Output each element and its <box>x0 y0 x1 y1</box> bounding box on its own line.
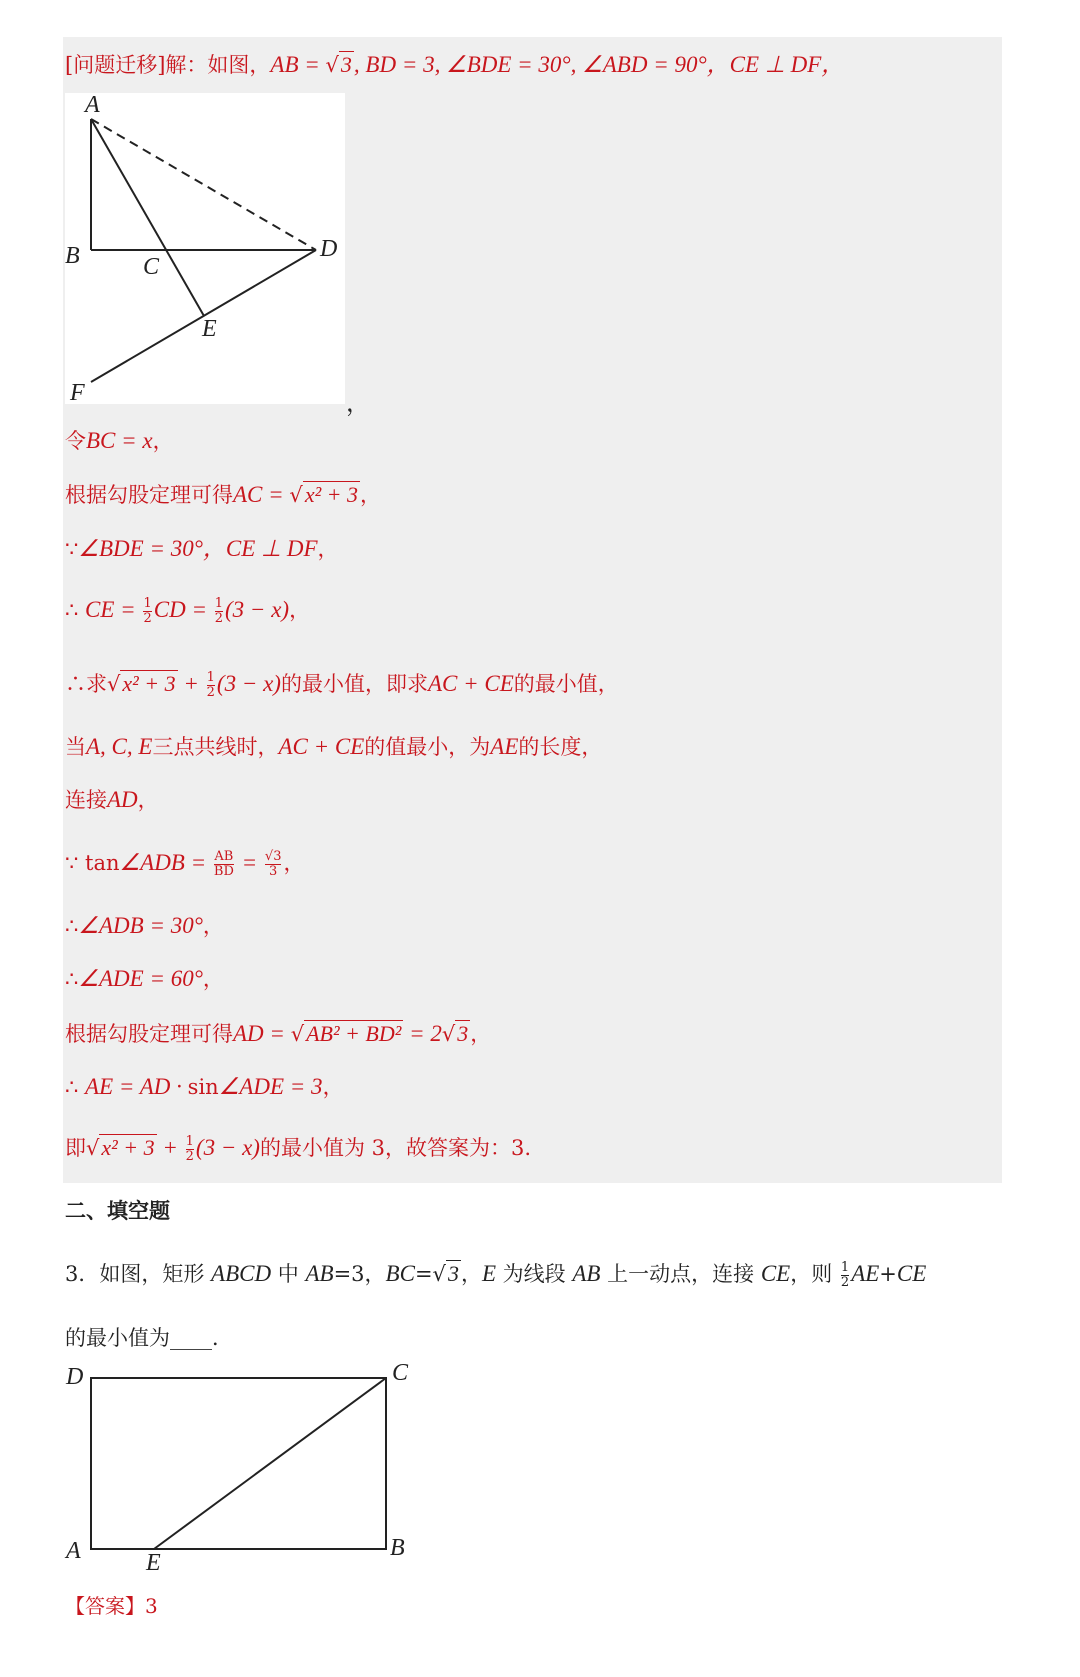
radicand: x² + 3 <box>101 1135 155 1160</box>
solution-line <box>65 426 174 456</box>
text: ∴ <box>65 967 79 991</box>
label-e: E <box>202 316 217 342</box>
denominator: BD <box>213 864 234 879</box>
solution-line <box>65 785 159 815</box>
numerator: 1 <box>214 596 224 611</box>
denominator: 2 <box>840 1275 850 1290</box>
question-line-2 <box>65 1323 233 1353</box>
numerator: AB <box>214 849 234 864</box>
denominator: 2 <box>185 1149 194 1164</box>
math-text: CE <box>760 1261 791 1286</box>
solution-line <box>65 50 844 80</box>
text: [问题迁移]解：如图， <box>65 53 271 77</box>
math-text: AB <box>572 1261 601 1286</box>
text: ， <box>137 788 159 812</box>
text: 中 <box>271 1262 306 1286</box>
text: ∴ <box>65 598 86 622</box>
radicand: x² + 3 <box>304 482 359 507</box>
radicand: 3 <box>340 52 352 77</box>
rectangle-abcd <box>91 1378 386 1549</box>
text: 连接 <box>65 788 107 812</box>
text: ∴求 <box>65 672 107 696</box>
math-text: = <box>235 850 263 875</box>
numerator: 1 <box>143 596 152 611</box>
text: sin <box>187 1075 219 1099</box>
fraction <box>215 597 223 626</box>
text: 上一动点，连接 <box>600 1262 761 1286</box>
rect-label-e: E <box>146 1550 161 1576</box>
fraction <box>265 850 282 879</box>
sqrt-sign: √ <box>107 672 121 696</box>
math-text: (3 − x) <box>225 597 290 622</box>
math-text: (3 − x) <box>195 1135 260 1160</box>
answer-label: 【答案】 <box>65 1594 145 1618</box>
segment-ce <box>154 1378 386 1549</box>
math-text: AB = <box>270 52 326 77</box>
text: ∴ <box>65 1075 86 1099</box>
text: ， <box>317 537 339 561</box>
math-text: CE = <box>85 597 142 622</box>
label-c: C <box>143 254 160 280</box>
text: ，则 <box>790 1262 839 1286</box>
numerator: 1 <box>206 670 215 685</box>
section-heading: 二、填空题 <box>65 1198 170 1223</box>
solution-line <box>65 1072 344 1102</box>
rectangle-figure <box>91 1378 386 1549</box>
numerator: 1 <box>840 1260 850 1275</box>
math-text: + <box>177 671 205 696</box>
text: 即 <box>65 1136 86 1160</box>
text: 为线段 <box>496 1262 573 1286</box>
math-text: AE <box>490 734 519 759</box>
denominator: 2 <box>143 611 152 626</box>
sqrt-sign: √ <box>289 483 303 507</box>
math-text: AC = <box>233 482 290 507</box>
solution-line <box>65 911 224 941</box>
answer-value: 3 <box>145 1594 158 1618</box>
text: 的最小值为 3，故答案为：3. <box>259 1136 532 1160</box>
text: ， <box>202 967 224 991</box>
rect-label-b: B <box>390 1535 405 1561</box>
solution-line <box>65 1019 491 1049</box>
label-f: F <box>70 380 85 406</box>
answer <box>65 1591 158 1621</box>
radicand: 3 <box>447 1261 459 1286</box>
text: ， <box>152 429 174 453</box>
math-text: BC <box>385 1261 415 1286</box>
rect-label-d: D <box>66 1364 84 1390</box>
text: 根据勾股定理可得 <box>65 1022 233 1046</box>
math-text: ∠ADB = <box>119 850 212 875</box>
text: =3， <box>333 1262 386 1286</box>
math-text: , BD = 3, ∠BDE = 30°, ∠ABD = 90°，CE ⊥ DF， <box>353 52 845 77</box>
text: 令 <box>65 429 86 453</box>
denominator: 2 <box>206 685 215 700</box>
fraction <box>841 1261 849 1290</box>
math-text: AC + CE <box>427 671 514 696</box>
text: ， <box>283 851 305 875</box>
solution-line <box>65 1133 531 1164</box>
sqrt-sign: √ <box>432 1262 446 1286</box>
radicand: x² + 3 <box>122 671 176 696</box>
text: 的长度， <box>518 735 603 759</box>
math-text: AE <box>851 1261 880 1286</box>
math-text: E <box>481 1261 496 1286</box>
fraction <box>186 1135 194 1164</box>
math-text: BC = x <box>86 428 153 453</box>
sqrt-sign: √ <box>325 53 339 77</box>
solution-line <box>65 732 602 762</box>
numerator: 1 <box>185 1134 194 1149</box>
text: 三点共线时， <box>152 735 279 759</box>
solution-line <box>65 669 619 700</box>
text: 的最小值， <box>513 672 619 696</box>
text: 的最小值为____． <box>65 1326 233 1350</box>
label-d: D <box>320 236 338 262</box>
math-text: AB <box>305 1261 334 1286</box>
text: 3．如图，矩形 <box>65 1262 212 1286</box>
text: 的最小值，即求 <box>280 672 428 696</box>
math-text: (3 − x) <box>216 671 281 696</box>
question-line-1 <box>65 1259 926 1290</box>
radicand: AB² + BD² <box>306 1021 402 1046</box>
text: ， <box>470 1022 492 1046</box>
math-text: ∠ADB = 30° <box>78 913 203 938</box>
solution-line <box>65 848 304 879</box>
math-text: = 2 <box>403 1021 442 1046</box>
math-text: ABCD <box>211 1261 272 1286</box>
math-text: AE = AD · <box>85 1074 188 1099</box>
text: 当 <box>65 735 86 759</box>
math-text: ∠ADE = 3 <box>218 1074 323 1099</box>
math-text: ∠BDE = 30°，CE ⊥ DF <box>78 536 318 561</box>
radicand: 3 <box>457 1021 469 1046</box>
denominator: 2 <box>214 611 224 626</box>
fraction <box>214 850 234 879</box>
text: 根据勾股定理可得 <box>65 483 233 507</box>
text: ， <box>289 598 311 622</box>
sqrt-sign: √ <box>86 1136 100 1160</box>
rect-label-c: C <box>392 1360 409 1386</box>
rect-label-a: A <box>66 1538 81 1564</box>
text: = <box>414 1262 433 1286</box>
label-b: B <box>65 243 80 269</box>
solution-line <box>65 480 381 510</box>
text: ， <box>360 483 382 507</box>
sqrt-sign: √ <box>441 1022 456 1046</box>
text: ∵ tan <box>65 851 120 875</box>
sqrt-sign: √ <box>290 1022 305 1046</box>
solution-line <box>65 595 310 626</box>
math-text: CD = <box>153 597 213 622</box>
math-text: + <box>156 1135 184 1160</box>
math-text: CE <box>896 1261 927 1286</box>
solution-line <box>65 964 224 994</box>
fraction <box>207 671 215 700</box>
solution-line <box>65 534 339 564</box>
text: ， <box>322 1075 344 1099</box>
text: ∴ <box>65 914 79 938</box>
fraction <box>143 597 151 626</box>
label-a: A <box>85 92 100 118</box>
triangle-figure-background <box>65 93 345 404</box>
text: + <box>879 1262 897 1286</box>
figure-trailing-comma: ， <box>346 391 370 417</box>
text: ， <box>460 1262 482 1286</box>
math-text: A, C, E <box>86 734 153 759</box>
text: ∵ <box>65 537 79 561</box>
text: ， <box>202 914 224 938</box>
math-text: AD = <box>233 1021 291 1046</box>
text: 的值最小，为 <box>364 735 491 759</box>
math-text: ∠ADE = 60° <box>78 966 203 991</box>
numerator: √3 <box>264 849 282 864</box>
math-text: AC + CE <box>278 734 365 759</box>
math-text: AD <box>107 787 138 812</box>
denominator: 3 <box>269 864 278 879</box>
